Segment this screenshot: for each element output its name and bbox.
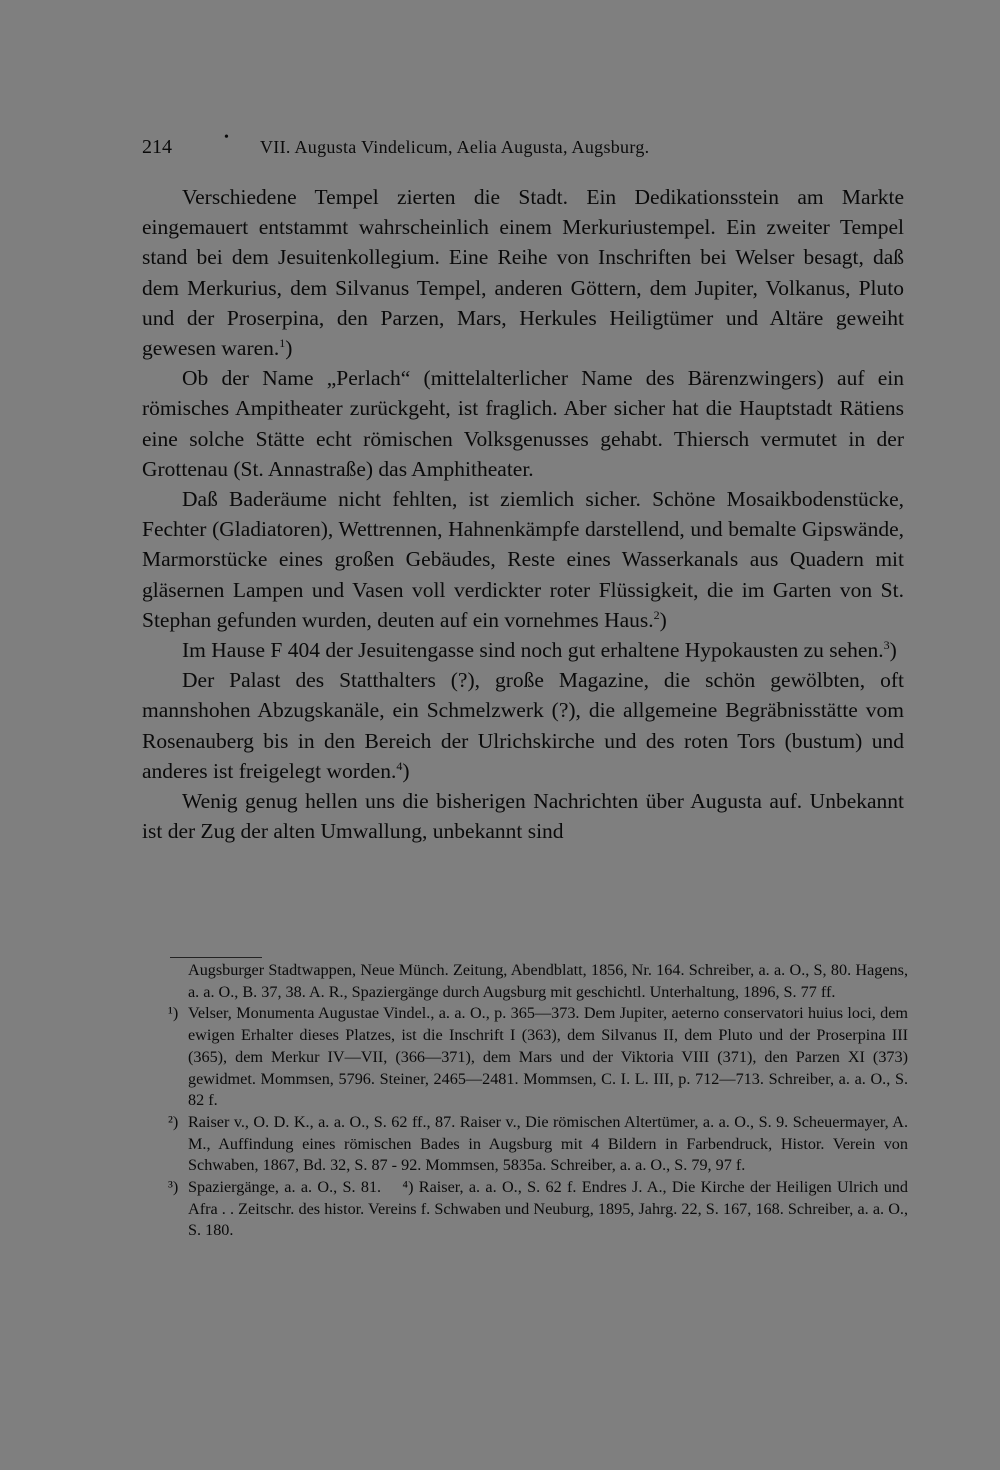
chapter-title: VII. Augusta Vindelicum, Aelia Augusta, Augsburg. (260, 137, 650, 157)
footnotes (168, 960, 908, 1242)
paragraph: Der Palast des Statthalters (?), große Magazine, die schön gewölbten, oft mannshohen Abzugskanäle, ein Schmelzwerk (?), die allgemeine Begräbnisstätte vom Rosenauberg bis in den Bereich der Ulrichskirche und des roten Tors (bustum) und anderes ist freigelegt worden.$^4$) (142, 668, 904, 783)
header-mark: • (224, 130, 229, 145)
footnote-ref: 4 (396, 758, 403, 773)
paragraph: Verschiedene Tempel zierten die Stadt. Ein Dedikationsstein am Markte eingemauert entstammt wahrscheinlich einem Merkuriustempel. Ein zweiter Tempel stand bei dem Jesuitenkollegium. Eine Reihe von Inschriften bei Welser besagt, daß dem Merkurius, dem Silvanus Tempel, anderen Göttern, dem Jupiter, Volkanus, Pluto und der Proserpina, den Parzen, Mars, Herkules Heiligtümer und Altäre geweiht gewesen waren.$^1$) (142, 185, 904, 361)
running-header (142, 130, 902, 166)
footnote: ²) Raiser v., O. D. K., a. a. O., S. 62 ff., 87. Raiser v., Die römischen Altertümer, a. a. O., S. 9. Scheuermayer, A. M., Auffindung eines römischen Bades in Augsburg mit 4 Bildern in Farbendruck, Histor. Verein von Schwaben, 1867, Bd. 32, S. 87 - 92. Mommsen, 5835a. Schreiber, a. a. O., S. 79, 97 f. (168, 1112, 908, 1175)
footnote-divider (170, 957, 262, 958)
footnote: ³) Spaziergänge, a. a. O., S. 81. ⁴) Raiser, a. a. O., S. 62 f. Endres J. A., Die Kirche der Heiligen Ulrich und Afra . . Zeitschr. des histor. Vereins f. Schwaben und Neuburg, 1895, Jahrg. 22, S. 167, 168. Schreiber, a. a. O., S. 180. (168, 1178, 908, 1240)
footnote-ref: 2 (653, 607, 660, 622)
footnote-marker: ²) (168, 1112, 179, 1131)
footnote-unnumbered: Augsburger Stadtwappen, Neue Münch. Zeitung, Abendblatt, 1856, Nr. 164. Schreiber, a. a. O., S, 80. Hagens, a. a. O., B. 37, 38. A. R., Spaziergänge durch Augsburg mit geschichtl. Unterhaltung, 1896, S. 77 ff. (188, 961, 908, 1001)
footnote-marker: ⁴) (402, 1178, 414, 1197)
footnote-ref: 3 (883, 637, 890, 652)
footnote-ref: 1 (279, 335, 286, 350)
paragraph: Ob der Name „Perlach“ (mittelalterlicher Name des Bärenzwingers) auf ein römisches Ampitheater zurückgeht, ist fraglich. Aber sicher hat die Hauptstadt Rätiens eine solche Stätte echt römischen Volksgenusses gehabt. Thiersch vermutet in der Grottenau (St. Annastraße) das Amphitheater. (142, 366, 904, 481)
paragraph: Im Hause F 404 der Jesuitengasse sind noch gut erhaltene Hypokausten zu sehen.$^3$) (182, 637, 897, 663)
footnote-marker: ¹) (168, 1004, 179, 1023)
paragraph: Wenig genug hellen uns die bisherigen Nachrichten über Augusta auf. Unbekannt ist der Zug der alten Umwallung, unbekannt sind (142, 789, 904, 844)
footnote-marker: ³) (168, 1178, 179, 1197)
footnote: ¹) Velser, Monumenta Augustae Vindel., a. a. O., p. 365—373. Dem Jupiter, aeterno conservatori huius loci, dem ewigen Erhalter dieses Platzes, ist die Inschrift I (363), dem Silvanus II, dem Pluto und der Proserpina III (365), dem Merkur IV—VII, (366—371), dem Mars und der Viktoria VIII (371), den Parzen XI (373) gewidmet. Mommsen, 5796. Steiner, 2465—2481. Mommsen, C. I. L. III, p. 712—713. Schreiber, a. a. O., S. 82 f. (168, 1004, 908, 1110)
paragraph: Daß Baderäume nicht fehlten, ist ziemlich sicher. Schöne Mosaikbodenstücke, Fechter (Gladiatoren), Wettrennen, Hahnenkämpfe darstellend, und bemalte Gipswände, Marmorstücke eines großen Gebäudes, Reste eines Wasserkanals aus Quadern mit gläsernen Lampen und Vasen voll verdickter roter Flüssigkeit, die im Garten von St. Stephan gefunden wurden, deuten auf ein vornehmes Haus.$^2$) (142, 487, 904, 632)
main-text (142, 182, 904, 846)
page-number: 214 (142, 136, 172, 158)
